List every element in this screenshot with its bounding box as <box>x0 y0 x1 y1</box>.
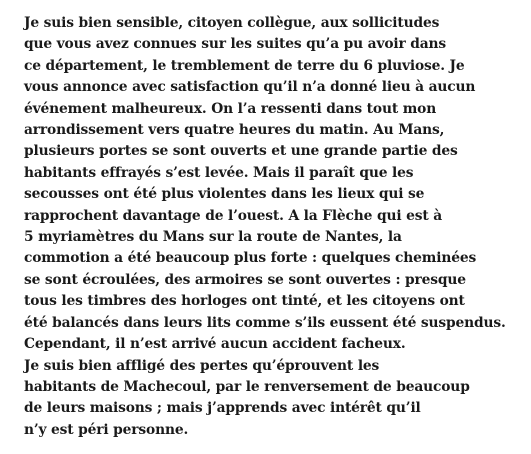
text-line: secousses ont été plus violentes dans les lieux qui se <box>24 186 425 203</box>
text-line: arrondissement vers quatre heures du matin. Au Mans, <box>24 122 445 139</box>
text-line: Je suis bien affligé des pertes qu’éprouvent les <box>24 357 380 374</box>
text-line: ce département, le tremblement de terre du 6 pluviose. Je <box>24 57 465 74</box>
text-line: de leurs maisons ; mais j’apprends avec intérêt qu’il <box>24 400 421 417</box>
text-line: plusieurs portes se sont ouverts et une grande partie des <box>24 143 458 160</box>
text-line: habitants effrayés s’est levée. Mais il paraît que les <box>24 164 414 181</box>
text-line: commotion a été beaucoup plus forte : quelques cheminées <box>24 250 477 267</box>
text-line: été balancés dans leurs lits comme s’ils eussent été suspendus. <box>24 314 506 331</box>
text-line: n’y est péri personne. <box>24 421 189 438</box>
text-line: que vous avez connues sur les suites qu’a pu avoir dans <box>24 36 447 53</box>
text-line: rapprochent davantage de l’ouest. A la Flèche qui est à <box>24 207 442 224</box>
text-line: vous annonce avec satisfaction qu’il n’a donné lieu à aucun <box>24 79 476 96</box>
text-line: Je suis bien sensible, citoyen collègue, aux sollicitudes <box>24 15 440 31</box>
text-line: Cependant, il n’est arrivé aucun accident facheux. <box>24 336 406 353</box>
text-line: habitants de Machecoul, par le renversement de beaucoup <box>24 378 470 395</box>
text-line: événement malheureux. On l’a ressenti dans tout mon <box>24 100 437 117</box>
letter-text <box>24 13 524 441</box>
text-line: 5 myriamètres du Mans sur la route de Nantes, la <box>24 229 402 246</box>
text-line: tous les timbres des horloges ont tinté, et les citoyens ont <box>24 293 465 310</box>
text-line: se sont écroulées, des armoires se sont ouvertes : presque <box>24 271 466 288</box>
